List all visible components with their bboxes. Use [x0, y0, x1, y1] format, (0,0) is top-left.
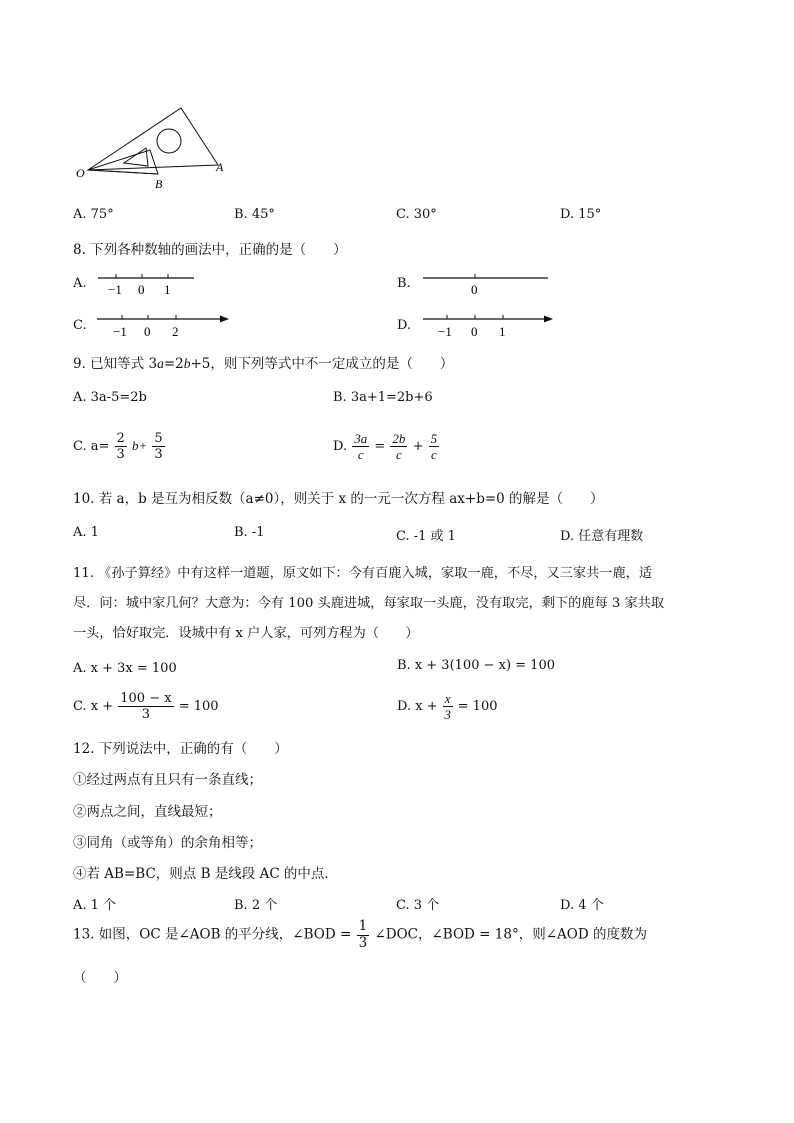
circle-hole [157, 129, 181, 153]
q13-stem [73, 920, 647, 950]
q10-option-b: B. -1 [234, 525, 265, 540]
q8-option-d-number-line [420, 308, 560, 340]
q10-option-a: A. 1 [73, 525, 99, 540]
q11d-denominator: 3 [444, 707, 451, 722]
q8-option-b-label: B. [397, 276, 411, 291]
q8d-tick-neg1: −1 [438, 324, 452, 339]
q8c-tick-neg1: −1 [113, 324, 127, 339]
q8-stem: 8. 下列各种数轴的画法中，正确的是（ ） [73, 242, 347, 258]
q11d-suffix: = 100 [457, 699, 498, 714]
q8a-tick-1: 1 [164, 282, 171, 297]
q11-option-c [73, 692, 219, 721]
q8d-tick-1: 1 [499, 324, 506, 339]
q9d-f2-denominator: c [396, 447, 402, 462]
q9c-f2-numerator: 5 [154, 431, 163, 446]
q10-stem: 10. 若 a，b 是互为相反数（a≠0），则关于 x 的一元一次方程 ax+b=0 的解是（ ） [73, 491, 604, 507]
q8-option-a-label: A. [73, 276, 87, 291]
q11c-denominator: 3 [141, 707, 151, 722]
q9c-f1-denominator: 3 [116, 447, 125, 462]
q9d-f3-denominator: c [430, 447, 437, 462]
q8a-tick-neg1: −1 [108, 282, 122, 297]
q7-option-c: C. 30° [396, 207, 437, 222]
q13-answer-blank: （ ） [73, 970, 127, 986]
q8c-tick-0: 0 [144, 324, 151, 339]
large-set-square [88, 108, 218, 170]
q11-stem-line1: 11. 《孙子算经》中有这样一道题，原文如下：今有百鹿入城，家取一鹿，不尽，又三家共一鹿，适 [73, 566, 653, 581]
q11c-fraction [118, 692, 173, 721]
q11-option-b: B. x + 3(100 − x) = 100 [397, 658, 555, 673]
q9c-f1-numerator: 2 [116, 431, 125, 446]
q12-statement-3: ③同角（或等角）的余角相等； [73, 835, 262, 851]
q12-statement-2: ②两点之间，直线最短； [73, 804, 222, 820]
q8b-tick-0: 0 [471, 282, 478, 297]
q11-stem-line3: 一头，恰好取完．设城中有 x 户人家，可列方程为（ ） [73, 626, 419, 641]
q9-option-a: A. 3a-5=2b [73, 390, 147, 405]
q9-option-b: B. 3a+1=2b+6 [333, 390, 433, 405]
q9d-prefix: D. [333, 439, 348, 454]
q9-stem-part2: =2 [163, 356, 184, 372]
q13-fraction [357, 920, 370, 950]
q9-stem-part3: +5，则下列等式中不一定成立的是（ ） [190, 356, 454, 372]
q11d-numerator: x [444, 691, 451, 706]
ray-ob [88, 170, 158, 174]
q10-option-d: D. 任意有理数 [560, 529, 644, 544]
q9d-f3-numerator: 5 [430, 431, 438, 446]
q13-stem-pre: 13. 如图，OC 是∠AOB 的平分线，∠BOD = [73, 926, 352, 943]
q13-stem-post: ∠DOC，∠BOD = 18°，则∠AOD 的度数为 [374, 926, 647, 943]
q9-stem-a: a [157, 356, 164, 371]
q11d-fraction [443, 692, 453, 721]
q9c-fraction-2 [152, 432, 164, 461]
q11-option-a: A. x + 3x = 100 [73, 661, 177, 676]
q9c-prefix: C. a= [73, 439, 110, 454]
q9c-fraction-1 [115, 432, 127, 461]
label-b: B [155, 177, 163, 191]
q12-statement-4: ④若 AB=BC，则点 B 是线段 AC 的中点． [73, 866, 338, 882]
q9c-mid: b+ [131, 438, 148, 453]
q11d-prefix: D. x + [397, 699, 438, 714]
q9d-fraction-2 [390, 432, 407, 461]
q12-option-d: D. 4 个 [560, 898, 604, 913]
q8-option-d-label: D. [397, 318, 412, 333]
q9c-f2-denominator: 3 [154, 447, 163, 462]
q8c-tick-2: 2 [172, 324, 179, 339]
q12-option-b: B. 2 个 [234, 898, 278, 913]
label-a: A [216, 160, 224, 174]
q9d-f1-numerator: 3a [354, 431, 368, 446]
triangle-ruler-figure [70, 100, 240, 195]
q9-stem-part1: 9. 已知等式 3 [73, 356, 158, 372]
q8-option-c-label: C. [73, 318, 87, 333]
q8-option-b-number-line [420, 268, 555, 298]
q9-stem [73, 352, 453, 372]
q9-option-d: D. $\frac{3a}{c}$ = $\frac{2b}{c}$ + $\frac{5}{c}$ [333, 431, 438, 462]
q8-option-c-number-line [96, 308, 236, 340]
q12-option-a: A. 1 个 [73, 898, 117, 913]
q8a-tick-0: 0 [138, 282, 145, 297]
q11c-prefix: C. x + [73, 699, 114, 714]
q9d-fraction-3 [429, 432, 440, 461]
q11c-suffix: = 100 [178, 699, 219, 714]
q9-stem-b: b [183, 356, 191, 371]
q7-option-d: D. 15° [560, 207, 602, 222]
q11c-numerator: 100 − x [120, 691, 172, 706]
q13-denominator: 3 [358, 934, 368, 951]
q11-option-d [397, 692, 498, 721]
q12-statement-1: ①经过两点有且只有一条直线； [73, 772, 262, 788]
q12-stem: 12. 下列说法中，正确的有（ ） [73, 741, 288, 757]
q7-option-b: B. 45° [234, 207, 275, 222]
label-o: O [76, 166, 85, 180]
q8d-tick-0: 0 [471, 324, 478, 339]
q10-option-c: C. -1 或 1 [396, 529, 456, 544]
q9d-f1-denominator: c [357, 447, 364, 462]
q8-option-a-number-line [96, 268, 201, 298]
q7-option-a: A. 75° [73, 207, 114, 222]
q11-stem-line2: 尽．问：城中家几何？大意为：今有 100 头鹿进城，每家取一头鹿，没有取完，剩下的鹿每 3 家共取 [73, 596, 665, 611]
q9d-f2-numerator: 2b [392, 431, 406, 446]
q9d-fraction-1 [352, 432, 369, 461]
q13-numerator: 1 [358, 918, 368, 934]
q12-option-c: C. 3 个 [396, 898, 440, 913]
q9-option-c [73, 432, 166, 461]
